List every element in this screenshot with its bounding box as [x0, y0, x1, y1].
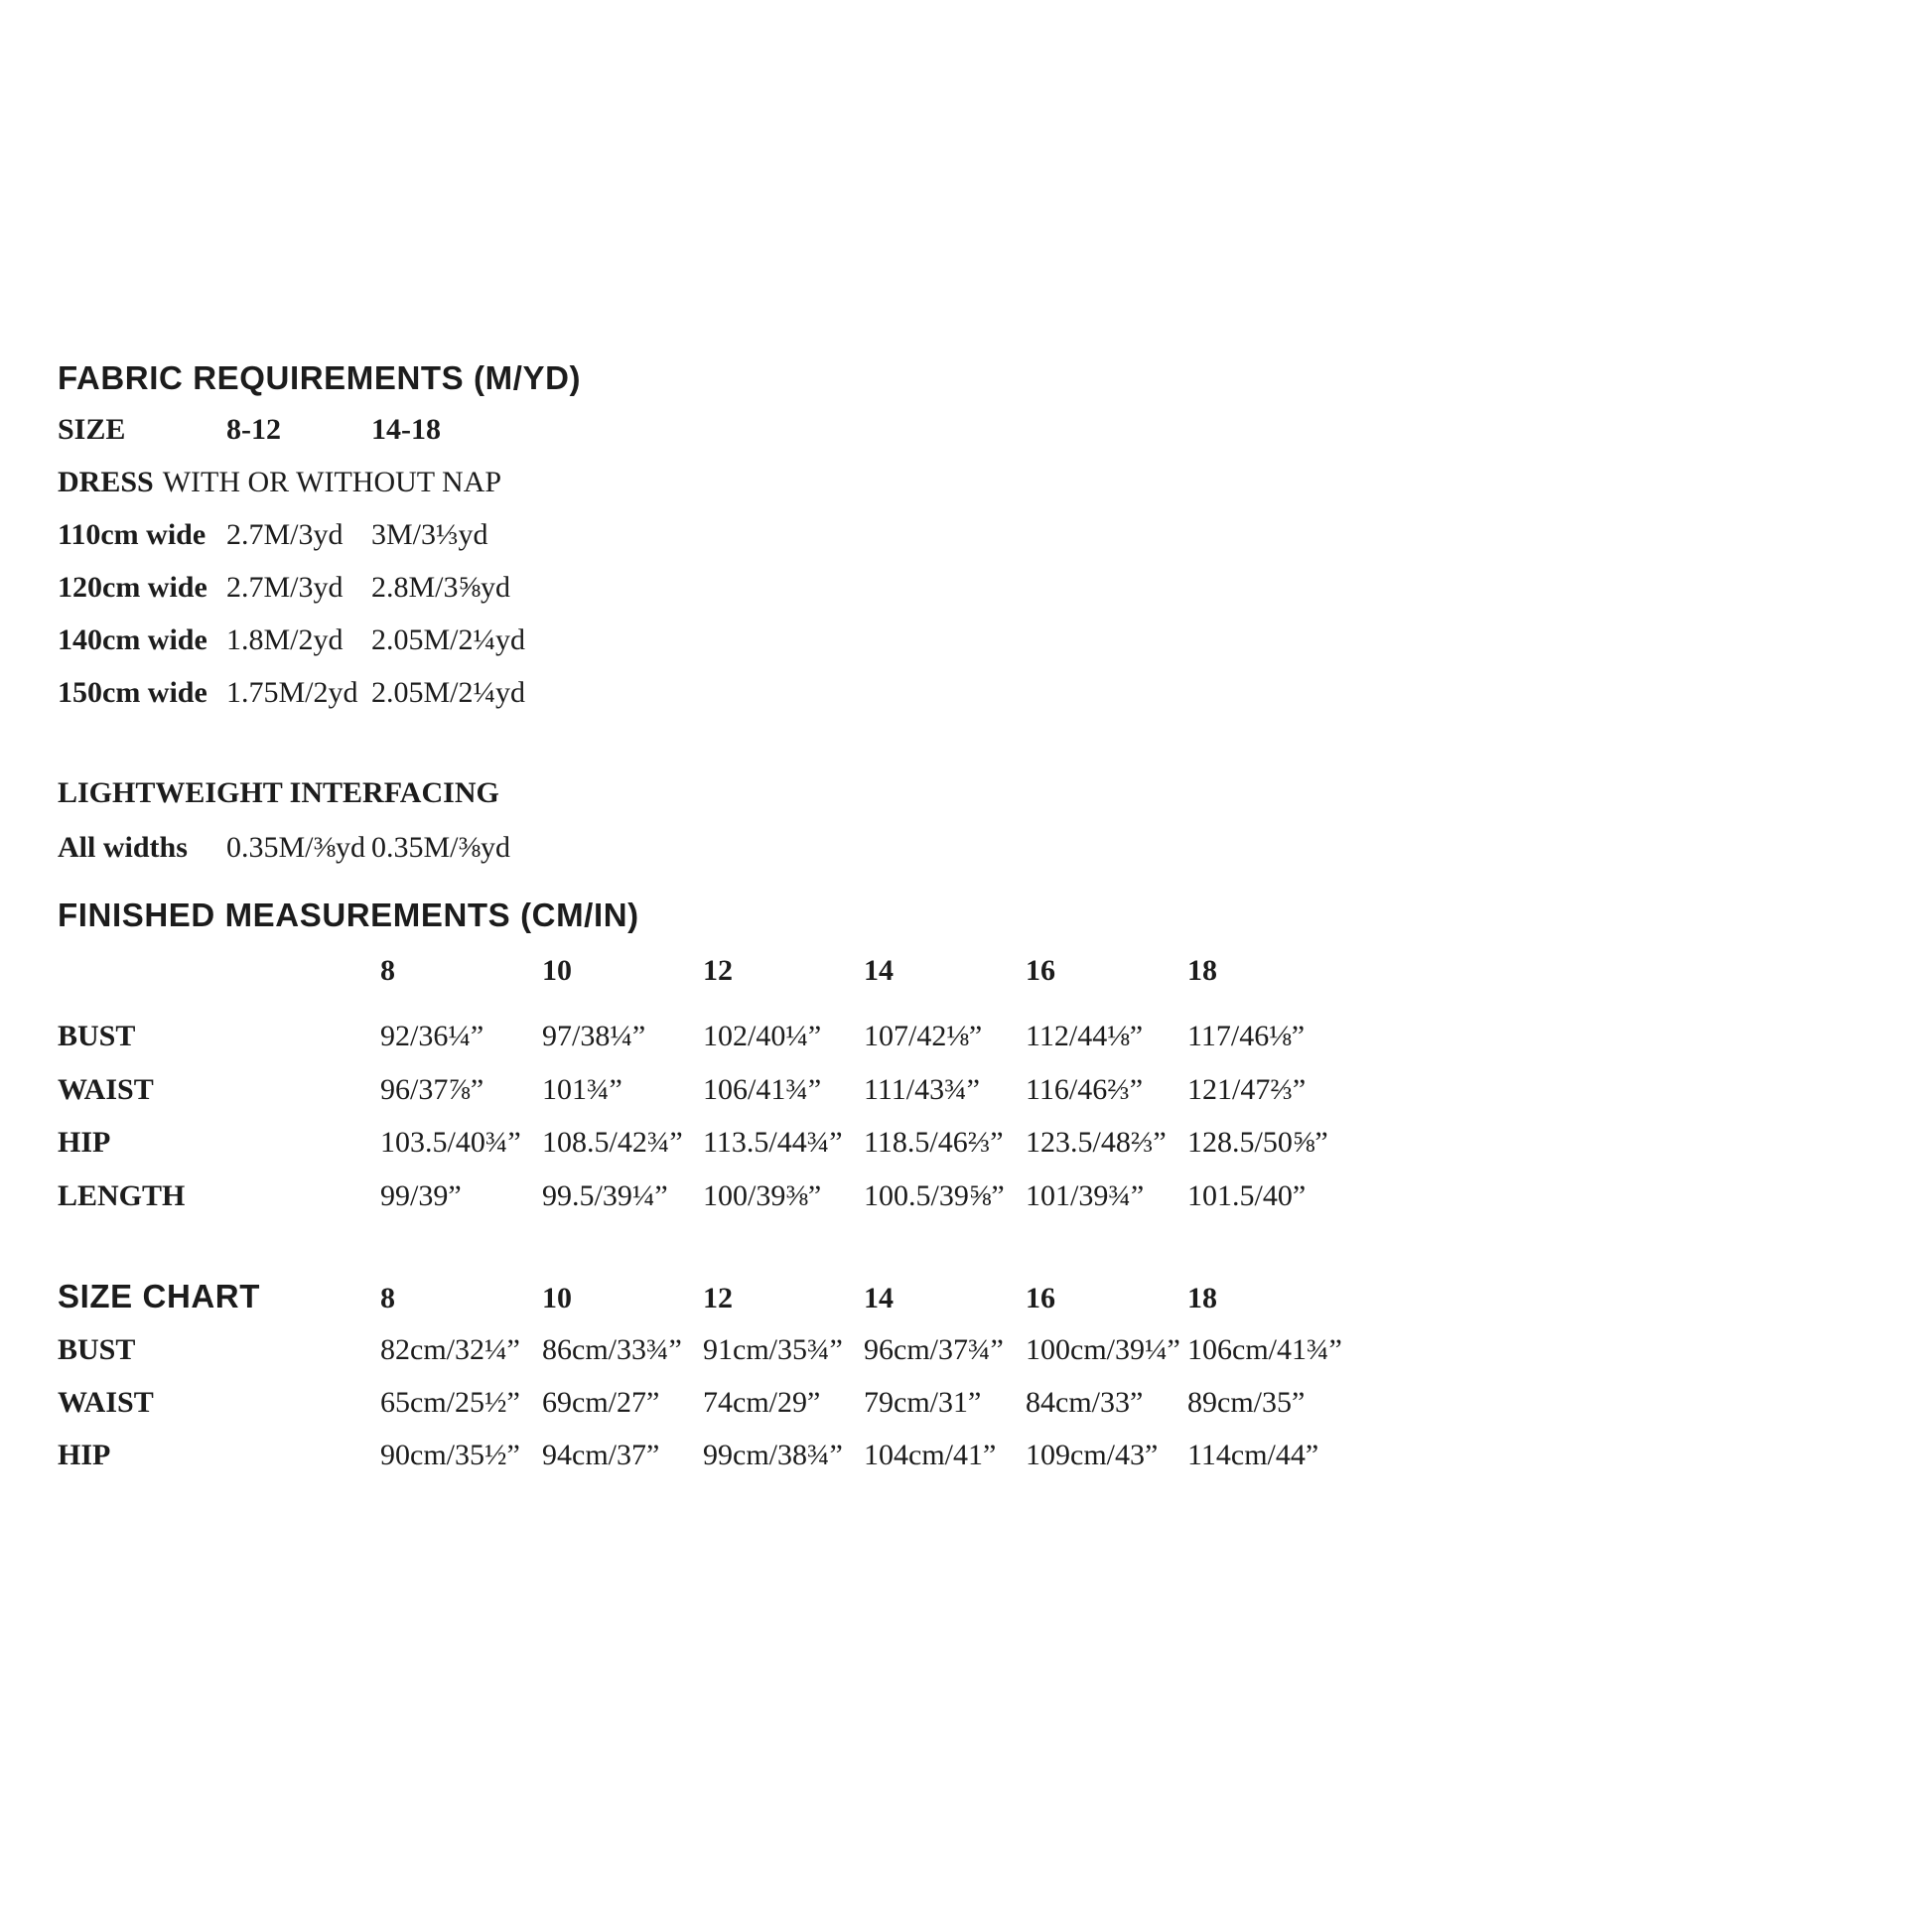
interfacing-widths-label: All widths: [58, 831, 188, 864]
fabric-width-label: 110cm wide: [58, 518, 207, 551]
measurement-value: 106cm/41¾”: [1187, 1333, 1342, 1366]
size-header: 16: [1026, 954, 1055, 987]
size-chart-title: SIZE CHART: [58, 1278, 260, 1314]
size-header: 8: [380, 1282, 395, 1314]
finished-measurements-title: FINISHED MEASUREMENTS (CM/IN): [58, 897, 639, 933]
measurement-value: 102/40¼”: [703, 1020, 822, 1052]
measurement-value: 74cm/29”: [703, 1386, 821, 1419]
measurement-value: 94cm/37”: [542, 1439, 660, 1471]
fabric-size-col-8-12: 8-12: [226, 413, 281, 446]
measurement-value: 96/37⅞”: [380, 1073, 484, 1106]
size-header: 18: [1187, 954, 1217, 987]
measurement-value: 99/39”: [380, 1179, 462, 1212]
measurement-value: 84cm/33”: [1026, 1386, 1144, 1419]
measurement-value: 112/44⅛”: [1026, 1020, 1144, 1052]
measurement-value: 91cm/35¾”: [703, 1333, 843, 1366]
measurement-value: 116/46⅔”: [1026, 1073, 1144, 1106]
size-header: 16: [1026, 1282, 1055, 1314]
fabric-yardage-value: 2.8M/3⅝yd: [371, 571, 511, 604]
measurement-value: 123.5/48⅔”: [1026, 1126, 1167, 1159]
measurement-value: 114cm/44”: [1187, 1439, 1319, 1471]
measurement-value: 100cm/39¼”: [1026, 1333, 1180, 1366]
measurement-value: 121/47⅔”: [1187, 1073, 1307, 1106]
size-header: 12: [703, 1282, 733, 1314]
measurement-value: 109cm/43”: [1026, 1439, 1159, 1471]
fabric-requirements-title: FABRIC REQUIREMENTS (M/YD): [58, 359, 582, 396]
measurement-value: 101/39¾”: [1026, 1179, 1145, 1212]
fabric-yardage-value: 2.7M/3yd: [226, 571, 344, 604]
measurement-value: 118.5/46⅔”: [864, 1126, 1004, 1159]
fabric-yardage-value: 3M/3⅓yd: [371, 518, 488, 551]
size-header: 14: [864, 954, 894, 987]
fabric-width-label: 150cm wide: [58, 676, 207, 709]
measurement-value: 106/41¾”: [703, 1073, 822, 1106]
measurement-value: 100/39⅜”: [703, 1179, 822, 1212]
measurement-value: 117/46⅛”: [1187, 1020, 1306, 1052]
size-header: 8: [380, 954, 395, 987]
measurement-label: BUST: [58, 1020, 136, 1052]
measurement-value: 97/38¼”: [542, 1020, 646, 1052]
dress-nap-text: WITH OR WITHOUT NAP: [162, 466, 502, 498]
fabric-yardage-value: 1.8M/2yd: [226, 623, 344, 656]
measurement-value: 82cm/32¼”: [380, 1333, 520, 1366]
measurement-value: 90cm/35½”: [380, 1439, 520, 1471]
measurement-value: 104cm/41”: [864, 1439, 997, 1471]
fabric-size-label: SIZE: [58, 413, 126, 446]
interfacing-yardage-value: 0.35M/⅜yd: [371, 831, 511, 864]
size-header: 12: [703, 954, 733, 987]
measurement-value: 69cm/27”: [542, 1386, 660, 1419]
interfacing-title: LIGHTWEIGHT INTERFACING: [58, 776, 499, 809]
size-header: 10: [542, 1282, 572, 1314]
measurement-value: 101.5/40”: [1187, 1179, 1307, 1212]
fabric-width-label: 120cm wide: [58, 571, 207, 604]
measurement-value: 100.5/39⅝”: [864, 1179, 1005, 1212]
measurement-value: 101¾”: [542, 1073, 622, 1106]
measurement-label: WAIST: [58, 1073, 154, 1106]
size-header: 18: [1187, 1282, 1217, 1314]
fabric-yardage-value: 1.75M/2yd: [226, 676, 358, 709]
interfacing-yardage-value: 0.35M/⅜yd: [226, 831, 366, 864]
measurement-label: LENGTH: [58, 1179, 186, 1212]
fabric-size-col-14-18: 14-18: [371, 413, 441, 446]
measurement-value: 89cm/35”: [1187, 1386, 1306, 1419]
measurement-value: 99.5/39¼”: [542, 1179, 668, 1212]
measurement-value: 92/36¼”: [380, 1020, 484, 1052]
measurement-value: 103.5/40¾”: [380, 1126, 521, 1159]
measurement-label: WAIST: [58, 1386, 154, 1419]
fabric-yardage-value: 2.05M/2¼yd: [371, 676, 526, 709]
measurement-value: 99cm/38¾”: [703, 1439, 843, 1471]
fabric-yardage-value: 2.7M/3yd: [226, 518, 344, 551]
measurement-value: 113.5/44¾”: [703, 1126, 843, 1159]
size-header: 10: [542, 954, 572, 987]
measurement-value: 128.5/50⅝”: [1187, 1126, 1328, 1159]
measurement-value: 107/42⅛”: [864, 1020, 983, 1052]
measurement-label: HIP: [58, 1439, 111, 1471]
measurement-value: 86cm/33¾”: [542, 1333, 682, 1366]
measurement-value: 65cm/25½”: [380, 1386, 520, 1419]
measurement-label: BUST: [58, 1333, 136, 1366]
dress-nap-row: [58, 466, 501, 509]
measurement-value: 111/43¾”: [864, 1073, 980, 1106]
fabric-width-label: 140cm wide: [58, 623, 207, 656]
measurement-label: HIP: [58, 1126, 111, 1159]
measurement-value: 96cm/37¾”: [864, 1333, 1004, 1366]
measurement-value: 79cm/31”: [864, 1386, 982, 1419]
fabric-yardage-value: 2.05M/2¼yd: [371, 623, 526, 656]
size-header: 14: [864, 1282, 894, 1314]
measurement-value: 108.5/42¾”: [542, 1126, 683, 1159]
dress-label: DRESS: [58, 466, 154, 498]
